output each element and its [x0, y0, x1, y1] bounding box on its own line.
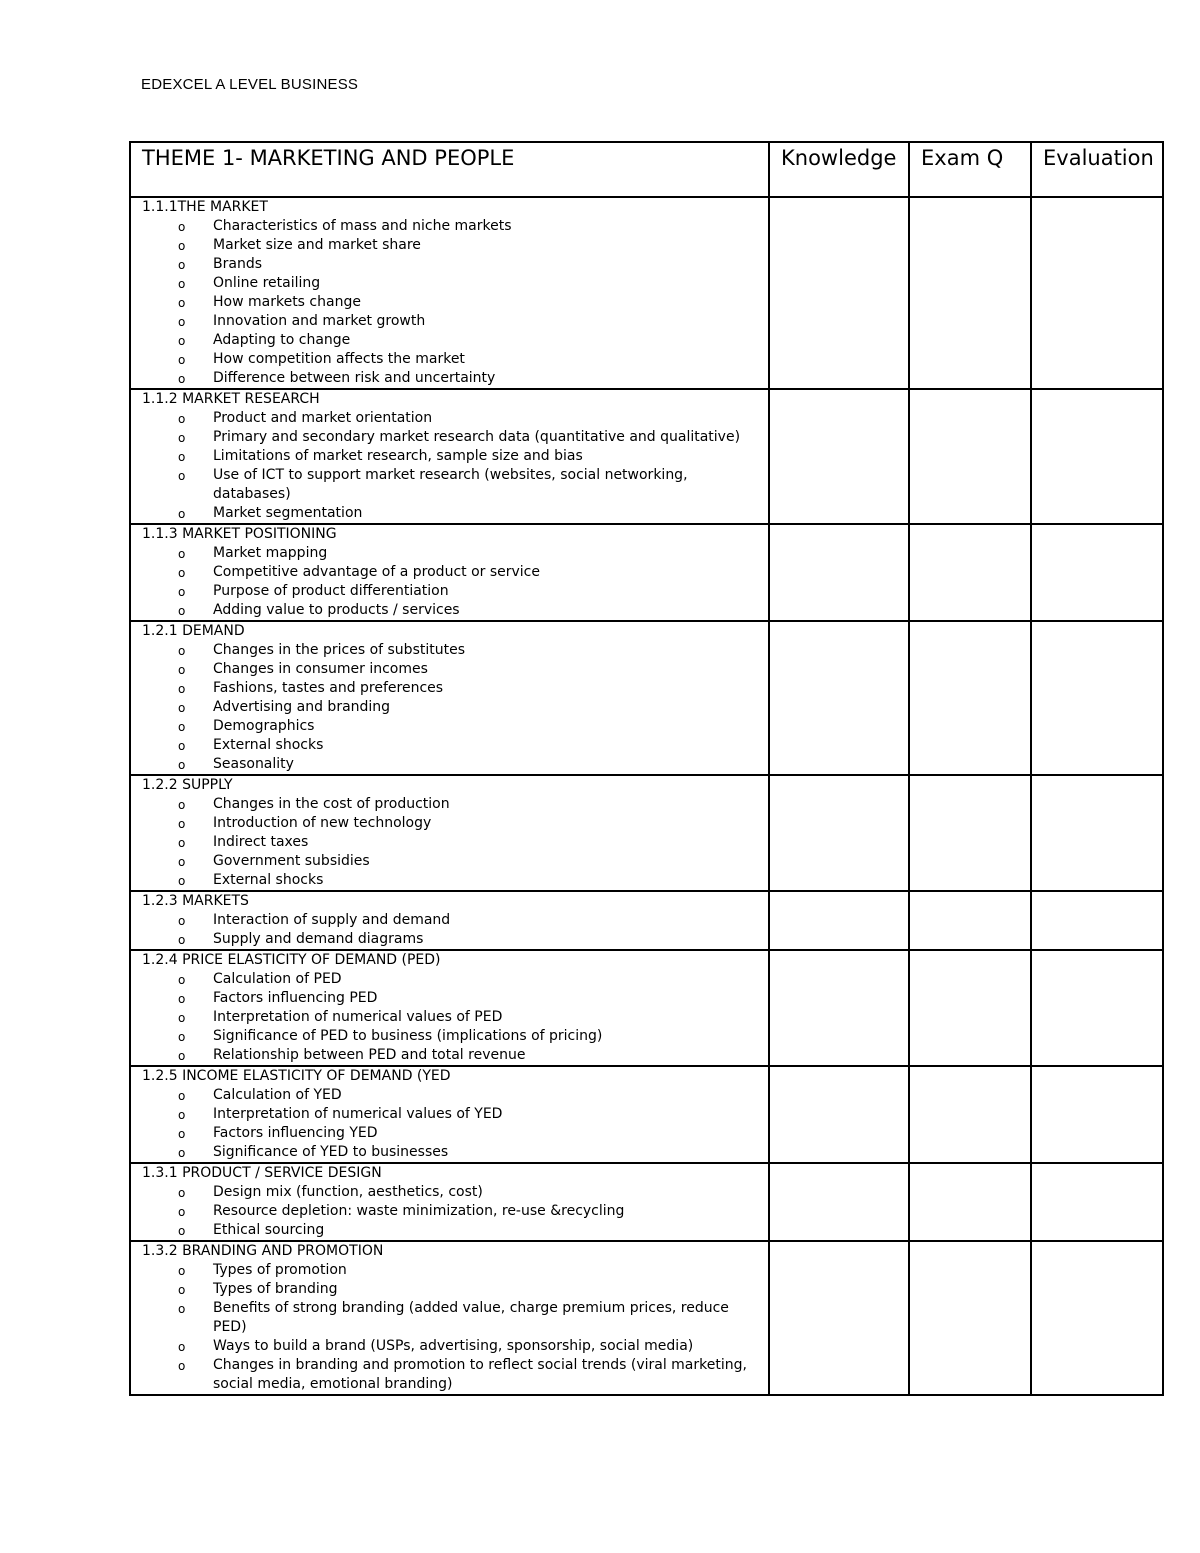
- list-item: [131, 641, 768, 660]
- list-item-text: Types of promotion: [213, 1262, 347, 1278]
- list-item: [131, 217, 768, 236]
- section-row: [130, 1241, 1163, 1395]
- circle-bullet-icon: o: [178, 1030, 186, 1044]
- exam-label: Exam Q: [921, 146, 1004, 170]
- list-item-text: Design mix (function, aesthetics, cost): [213, 1184, 483, 1200]
- list-item-text: Demographics: [213, 718, 315, 734]
- section-title: 1.2.1 DEMAND: [142, 623, 245, 639]
- exam-check-cell[interactable]: [909, 389, 1031, 524]
- list-item: [131, 1299, 768, 1337]
- knowledge-check-cell[interactable]: [769, 1163, 909, 1241]
- section-title: 1.1.3 MARKET POSITIONING: [142, 526, 337, 542]
- list-item: [131, 1202, 768, 1221]
- circle-bullet-icon: o: [178, 450, 186, 464]
- section-row: [130, 891, 1163, 950]
- circle-bullet-icon: o: [178, 1108, 186, 1122]
- circle-bullet-icon: o: [178, 836, 186, 850]
- section-item-list: [131, 1183, 768, 1240]
- evaluation-check-cell[interactable]: [1031, 1241, 1163, 1395]
- list-item-text: Interpretation of numerical values of YED: [213, 1106, 503, 1122]
- circle-bullet-icon: o: [178, 874, 186, 888]
- list-item-text: Competitive advantage of a product or service: [213, 564, 540, 580]
- list-item: [131, 544, 768, 563]
- evaluation-check-cell[interactable]: [1031, 775, 1163, 891]
- list-item: [131, 331, 768, 350]
- list-item: [131, 293, 768, 312]
- circle-bullet-icon: o: [178, 431, 186, 445]
- list-item-text: Difference between risk and uncertainty: [213, 370, 496, 386]
- list-item: [131, 833, 768, 852]
- section-topic-cell: [130, 1241, 769, 1395]
- list-item-text: Supply and demand diagrams: [213, 931, 424, 947]
- circle-bullet-icon: o: [178, 1302, 186, 1316]
- circle-bullet-icon: o: [178, 1283, 186, 1297]
- section-row: [130, 389, 1163, 524]
- section-row: [130, 621, 1163, 775]
- circle-bullet-icon: o: [178, 1205, 186, 1219]
- circle-bullet-icon: o: [178, 720, 186, 734]
- knowledge-column-header: [769, 142, 909, 197]
- knowledge-check-cell[interactable]: [769, 197, 909, 389]
- section-title: 1.2.3 MARKETS: [142, 893, 249, 909]
- list-item-text: Limitations of market research, sample size and bias: [213, 448, 583, 464]
- list-item-text: Relationship between PED and total revenue: [213, 1047, 526, 1063]
- exam-check-cell[interactable]: [909, 1163, 1031, 1241]
- list-item-text: Purpose of product differentiation: [213, 583, 449, 599]
- circle-bullet-icon: o: [178, 855, 186, 869]
- evaluation-check-cell[interactable]: [1031, 1163, 1163, 1241]
- circle-bullet-icon: o: [178, 1011, 186, 1025]
- evaluation-check-cell[interactable]: [1031, 197, 1163, 389]
- evaluation-check-cell[interactable]: [1031, 621, 1163, 775]
- circle-bullet-icon: o: [178, 1224, 186, 1238]
- list-item-text: Introduction of new technology: [213, 815, 432, 831]
- list-item-text: Product and market orientation: [213, 410, 433, 426]
- list-item: [131, 679, 768, 698]
- list-item-text: Interpretation of numerical values of PED: [213, 1009, 503, 1025]
- circle-bullet-icon: o: [178, 1089, 186, 1103]
- section-item-list: [131, 911, 768, 949]
- exam-check-cell[interactable]: [909, 621, 1031, 775]
- section-row: [130, 1066, 1163, 1163]
- evaluation-check-cell[interactable]: [1031, 389, 1163, 524]
- circle-bullet-icon: o: [178, 566, 186, 580]
- section-title: 1.2.5 INCOME ELASTICITY OF DEMAND (YED: [142, 1068, 451, 1084]
- knowledge-check-cell[interactable]: [769, 1066, 909, 1163]
- circle-bullet-icon: o: [178, 1127, 186, 1141]
- circle-bullet-icon: o: [178, 1049, 186, 1063]
- list-item-text: Changes in consumer incomes: [213, 661, 428, 677]
- list-item-text: Use of ICT to support market research (websites, social networking, databases): [213, 467, 688, 502]
- list-item: [131, 350, 768, 369]
- circle-bullet-icon: o: [178, 1264, 186, 1278]
- sections-body: [130, 197, 1163, 1395]
- list-item-text: Benefits of strong branding (added value, charge premium prices, reduce PED): [213, 1300, 729, 1335]
- list-item: [131, 1027, 768, 1046]
- circle-bullet-icon: o: [178, 372, 186, 386]
- list-item-text: Primary and secondary market research data (quantitative and qualitative): [213, 429, 741, 445]
- section-topic-cell: [130, 621, 769, 775]
- circle-bullet-icon: o: [178, 353, 186, 367]
- exam-check-cell[interactable]: [909, 197, 1031, 389]
- list-item-text: Types of branding: [213, 1281, 338, 1297]
- circle-bullet-icon: o: [178, 914, 186, 928]
- list-item: [131, 717, 768, 736]
- list-item: [131, 1183, 768, 1202]
- list-item: [131, 1261, 768, 1280]
- knowledge-check-cell[interactable]: [769, 775, 909, 891]
- section-item-list: [131, 795, 768, 890]
- list-item: [131, 409, 768, 428]
- list-item: [131, 1143, 768, 1162]
- circle-bullet-icon: o: [178, 1359, 186, 1373]
- list-item: [131, 1008, 768, 1027]
- section-title: 1.2.2 SUPPLY: [142, 777, 233, 793]
- knowledge-check-cell[interactable]: [769, 524, 909, 621]
- list-item: [131, 871, 768, 890]
- evaluation-check-cell[interactable]: [1031, 950, 1163, 1066]
- evaluation-check-cell[interactable]: [1031, 1066, 1163, 1163]
- circle-bullet-icon: o: [178, 1186, 186, 1200]
- table-header-row: [130, 142, 1163, 197]
- circle-bullet-icon: o: [178, 469, 186, 483]
- circle-bullet-icon: o: [178, 992, 186, 1006]
- section-title: 1.3.2 BRANDING AND PROMOTION: [142, 1243, 384, 1259]
- circle-bullet-icon: o: [178, 644, 186, 658]
- section-topic-cell: [130, 389, 769, 524]
- circle-bullet-icon: o: [178, 739, 186, 753]
- list-item: [131, 563, 768, 582]
- section-item-list: [131, 1086, 768, 1162]
- list-item: [131, 795, 768, 814]
- circle-bullet-icon: o: [178, 258, 186, 272]
- list-item: [131, 582, 768, 601]
- list-item: [131, 504, 768, 523]
- list-item: [131, 970, 768, 989]
- circle-bullet-icon: o: [178, 758, 186, 772]
- section-row: [130, 950, 1163, 1066]
- list-item: [131, 660, 768, 679]
- section-title: 1.1.1THE MARKET: [142, 199, 268, 215]
- circle-bullet-icon: o: [178, 220, 186, 234]
- list-item: [131, 236, 768, 255]
- circle-bullet-icon: o: [178, 817, 186, 831]
- circle-bullet-icon: o: [178, 334, 186, 348]
- list-item-text: Significance of YED to businesses: [213, 1144, 449, 1160]
- list-item-text: Adapting to change: [213, 332, 351, 348]
- knowledge-check-cell[interactable]: [769, 891, 909, 950]
- list-item-text: Fashions, tastes and preferences: [213, 680, 444, 696]
- section-topic-cell: [130, 950, 769, 1066]
- section-topic-cell: [130, 891, 769, 950]
- list-item-text: Adding value to products / services: [213, 602, 460, 618]
- list-item-text: Market size and market share: [213, 237, 421, 253]
- list-item: [131, 369, 768, 388]
- list-item: [131, 447, 768, 466]
- circle-bullet-icon: o: [178, 933, 186, 947]
- section-row: [130, 1163, 1163, 1241]
- circle-bullet-icon: o: [178, 798, 186, 812]
- circle-bullet-icon: o: [178, 315, 186, 329]
- circle-bullet-icon: o: [178, 507, 186, 521]
- list-item-text: How competition affects the market: [213, 351, 465, 367]
- section-item-list: [131, 217, 768, 388]
- list-item: [131, 1124, 768, 1143]
- list-item-text: Resource depletion: waste minimization, re-use &recycling: [213, 1203, 625, 1219]
- circle-bullet-icon: o: [178, 547, 186, 561]
- list-item-text: Government subsidies: [213, 853, 370, 869]
- knowledge-check-cell[interactable]: [769, 621, 909, 775]
- list-item-text: How markets change: [213, 294, 361, 310]
- list-item-text: Seasonality: [213, 756, 294, 772]
- list-item: [131, 930, 768, 949]
- section-topic-cell: [130, 524, 769, 621]
- circle-bullet-icon: o: [178, 604, 186, 618]
- list-item: [131, 255, 768, 274]
- circle-bullet-icon: o: [178, 296, 186, 310]
- list-item-text: Advertising and branding: [213, 699, 391, 715]
- circle-bullet-icon: o: [178, 239, 186, 253]
- circle-bullet-icon: o: [178, 585, 186, 599]
- list-item-text: Brands: [213, 256, 262, 272]
- list-item: [131, 1046, 768, 1065]
- section-topic-cell: [130, 775, 769, 891]
- section-row: [130, 197, 1163, 389]
- section-topic-cell: [130, 197, 769, 389]
- circle-bullet-icon: o: [178, 682, 186, 696]
- page-header: EDEXCEL A LEVEL BUSINESS: [141, 76, 359, 93]
- list-item: [131, 1105, 768, 1124]
- knowledge-check-cell[interactable]: [769, 389, 909, 524]
- list-item-text: Factors influencing YED: [213, 1125, 378, 1141]
- list-item-text: Online retailing: [213, 275, 321, 291]
- list-item: [131, 466, 768, 504]
- list-item: [131, 989, 768, 1008]
- section-row: [130, 775, 1163, 891]
- section-item-list: [131, 641, 768, 774]
- list-item: [131, 698, 768, 717]
- list-item-text: External shocks: [213, 872, 324, 888]
- list-item: [131, 1280, 768, 1299]
- section-item-list: [131, 544, 768, 620]
- list-item: [131, 736, 768, 755]
- list-item: [131, 852, 768, 871]
- list-item-text: Factors influencing PED: [213, 990, 378, 1006]
- section-title: 1.2.4 PRICE ELASTICITY OF DEMAND (PED): [142, 952, 441, 968]
- evaluation-check-cell[interactable]: [1031, 524, 1163, 621]
- list-item: [131, 911, 768, 930]
- list-item-text: Changes in branding and promotion to reflect social trends (viral marketing, social media, emotional branding): [213, 1357, 747, 1392]
- circle-bullet-icon: o: [178, 1340, 186, 1354]
- evaluation-column-header: [1031, 142, 1163, 197]
- list-item-text: Ways to build a brand (USPs, advertising, sponsorship, social media): [213, 1338, 694, 1354]
- list-item: [131, 312, 768, 331]
- list-item-text: Changes in the prices of substitutes: [213, 642, 465, 658]
- list-item: [131, 601, 768, 620]
- list-item-text: Innovation and market growth: [213, 313, 426, 329]
- list-item-text: Market segmentation: [213, 505, 363, 521]
- list-item: [131, 1356, 768, 1394]
- list-item-text: Significance of PED to business (implications of pricing): [213, 1028, 603, 1044]
- list-item-text: Calculation of YED: [213, 1087, 342, 1103]
- circle-bullet-icon: o: [178, 412, 186, 426]
- circle-bullet-icon: o: [178, 1146, 186, 1160]
- exam-check-cell[interactable]: [909, 950, 1031, 1066]
- list-item-text: External shocks: [213, 737, 324, 753]
- theme-title: THEME 1- MARKETING AND PEOPLE: [142, 146, 515, 170]
- list-item: [131, 1086, 768, 1105]
- section-item-list: [131, 970, 768, 1065]
- list-item-text: Calculation of PED: [213, 971, 342, 987]
- circle-bullet-icon: o: [178, 701, 186, 715]
- exam-column-header: [909, 142, 1031, 197]
- exam-check-cell[interactable]: [909, 524, 1031, 621]
- exam-check-cell[interactable]: [909, 891, 1031, 950]
- list-item-text: Ethical sourcing: [213, 1222, 325, 1238]
- list-item: [131, 428, 768, 447]
- knowledge-check-cell[interactable]: [769, 950, 909, 1066]
- list-item-text: Characteristics of mass and niche markets: [213, 218, 512, 234]
- section-item-list: [131, 1261, 768, 1394]
- knowledge-check-cell[interactable]: [769, 1241, 909, 1395]
- exam-check-cell[interactable]: [909, 775, 1031, 891]
- list-item-text: Indirect taxes: [213, 834, 309, 850]
- section-topic-cell: [130, 1163, 769, 1241]
- list-item: [131, 274, 768, 293]
- exam-check-cell[interactable]: [909, 1066, 1031, 1163]
- knowledge-label: Knowledge: [781, 146, 897, 170]
- section-row: [130, 524, 1163, 621]
- theme-column-header: [130, 142, 769, 197]
- list-item: [131, 1221, 768, 1240]
- list-item-text: Changes in the cost of production: [213, 796, 450, 812]
- circle-bullet-icon: o: [178, 973, 186, 987]
- exam-check-cell[interactable]: [909, 1241, 1031, 1395]
- section-title: 1.1.2 MARKET RESEARCH: [142, 391, 320, 407]
- list-item-text: Interaction of supply and demand: [213, 912, 451, 928]
- list-item: [131, 1337, 768, 1356]
- circle-bullet-icon: o: [178, 277, 186, 291]
- section-item-list: [131, 409, 768, 523]
- evaluation-label: Evaluation: [1043, 146, 1154, 170]
- checklist-table: [129, 141, 1164, 1396]
- list-item-text: Market mapping: [213, 545, 328, 561]
- circle-bullet-icon: o: [178, 663, 186, 677]
- list-item: [131, 814, 768, 833]
- section-title: 1.3.1 PRODUCT / SERVICE DESIGN: [142, 1165, 382, 1181]
- section-topic-cell: [130, 1066, 769, 1163]
- evaluation-check-cell[interactable]: [1031, 891, 1163, 950]
- list-item: [131, 755, 768, 774]
